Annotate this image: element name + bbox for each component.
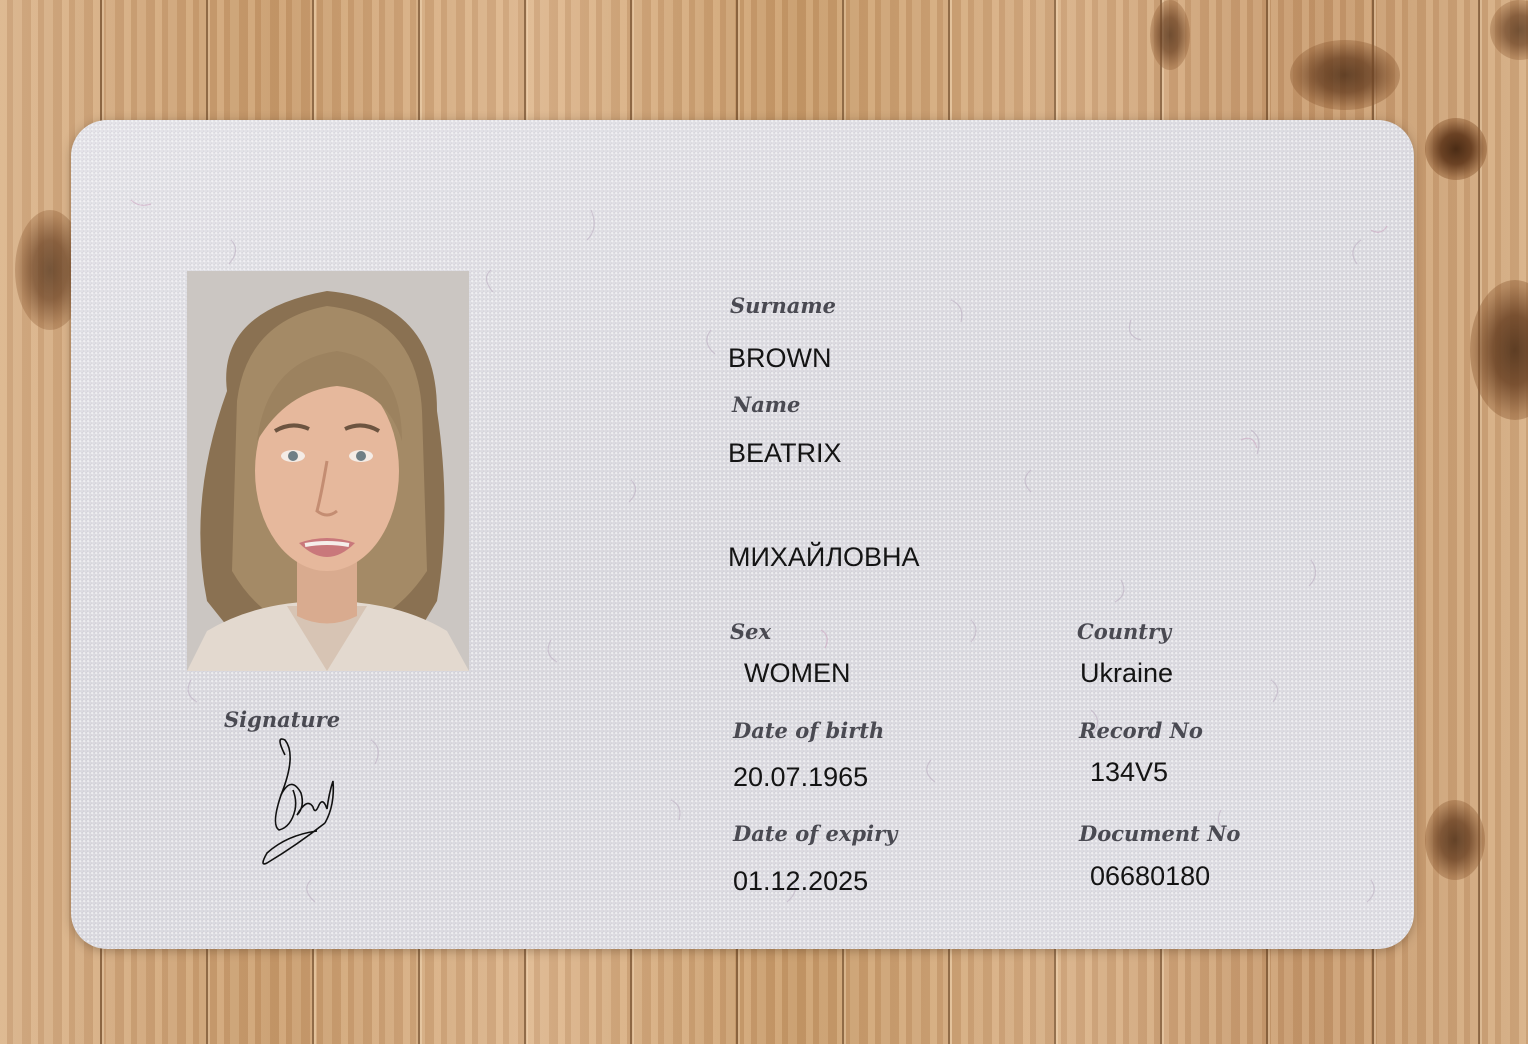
wood-knot — [1425, 118, 1487, 180]
handwritten-signature-icon — [257, 735, 347, 875]
document-no-label: Document No — [1079, 821, 1241, 846]
date-of-expiry-value: 01.12.2025 — [733, 866, 869, 896]
country-value: Ukraine — [1080, 658, 1174, 688]
wood-knot — [1470, 280, 1528, 420]
patronymic-value: МИХАЙЛОВНА — [728, 542, 920, 572]
document-no-value: 06680180 — [1090, 861, 1211, 891]
record-no-label: Record No — [1079, 718, 1203, 743]
country-label: Country — [1077, 619, 1172, 644]
record-no-value: 134V5 — [1090, 757, 1169, 787]
signature-label: Signature — [224, 707, 341, 732]
date-of-birth-label: Date of birth — [733, 718, 885, 743]
date-of-birth-value: 20.07.1965 — [733, 762, 869, 792]
name-label: Name — [732, 392, 801, 417]
sex-label: Sex — [730, 619, 772, 644]
wood-knot — [1150, 0, 1190, 70]
holder-photo — [187, 271, 469, 671]
sex-value: WOMEN — [744, 658, 851, 688]
wood-knot — [1290, 40, 1400, 110]
wood-knot — [1490, 0, 1528, 60]
surname-value: BROWN — [728, 343, 832, 373]
portrait-photo-icon — [187, 271, 469, 671]
wood-knot — [1425, 800, 1485, 880]
id-card — [71, 120, 1414, 949]
name-value: BEATRIX — [728, 438, 842, 468]
surname-label: Surname — [730, 293, 836, 318]
date-of-expiry-label: Date of expiry — [733, 821, 898, 846]
